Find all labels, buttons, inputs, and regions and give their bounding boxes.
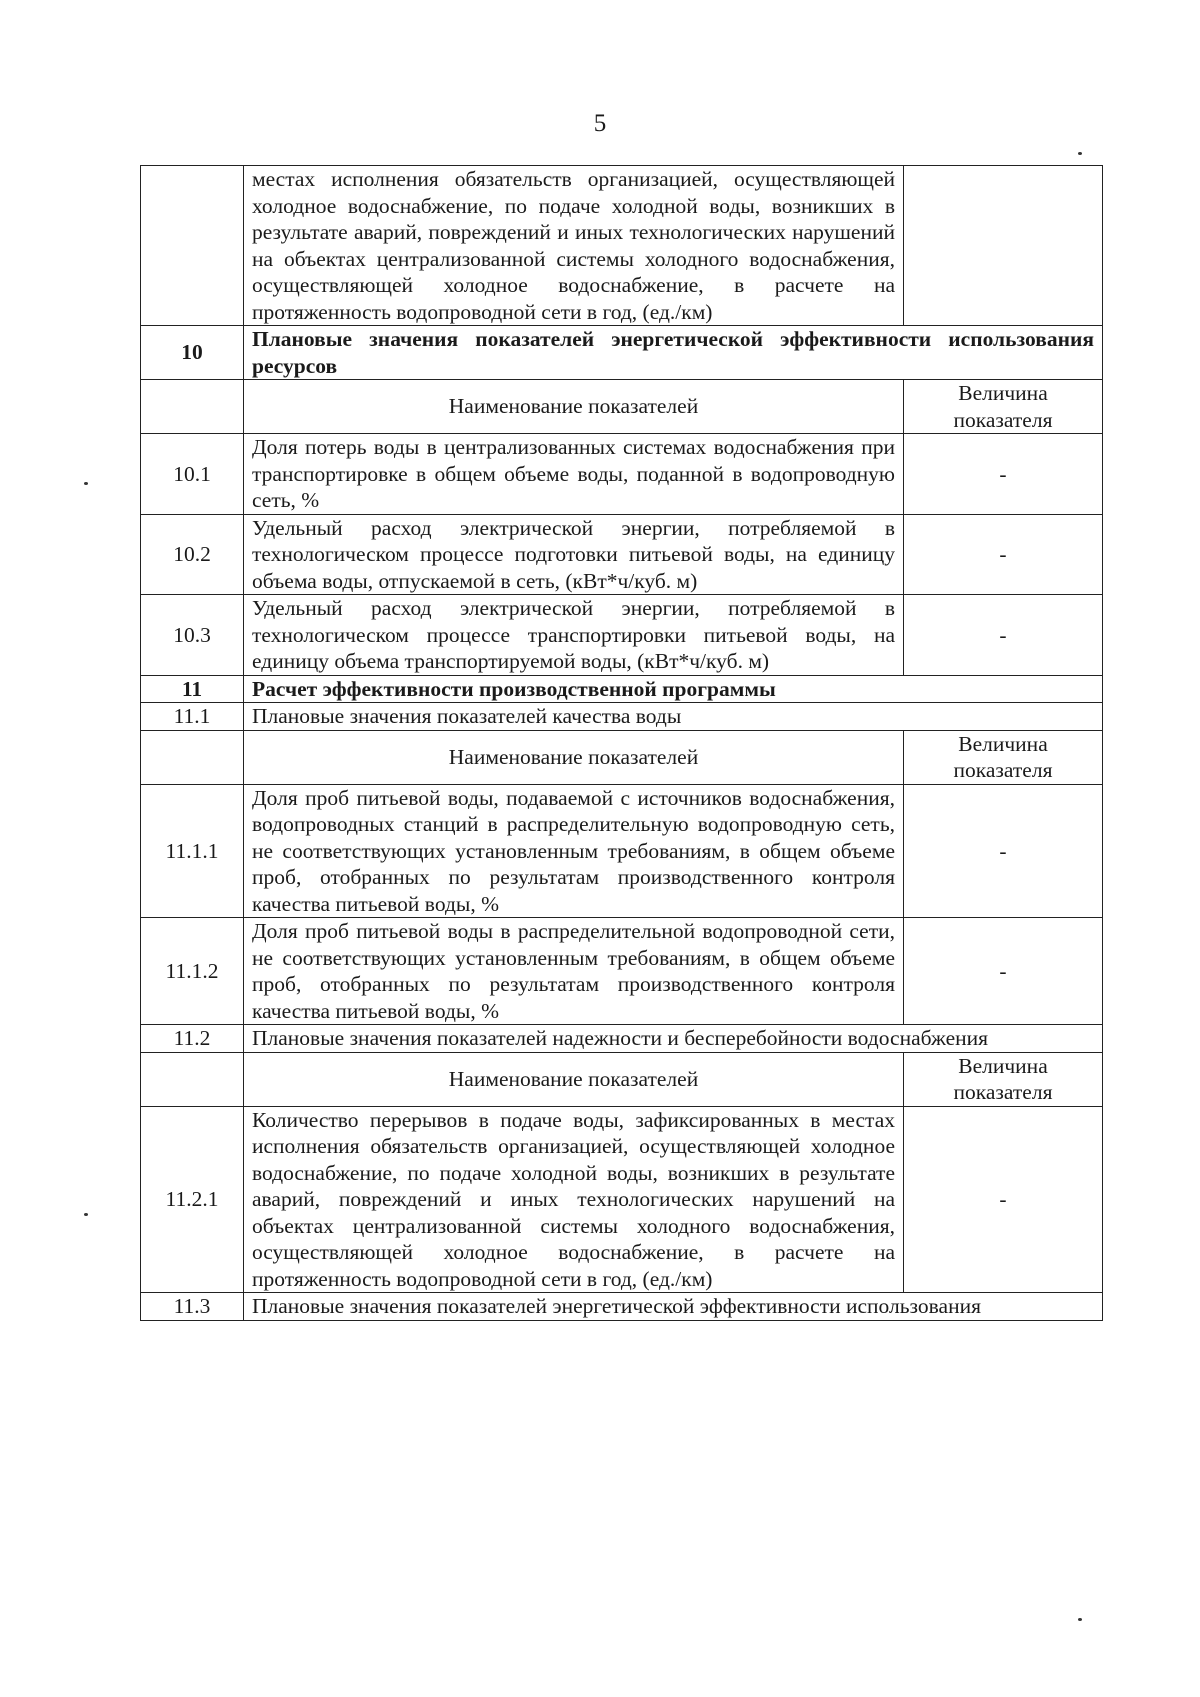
table-row-item: [141, 784, 1103, 918]
table-row-item: [141, 434, 1103, 515]
scan-speck: [84, 1213, 88, 1216]
column-header-value: Величина показателя: [904, 380, 1103, 434]
row-number: 11.2.1: [141, 1106, 244, 1293]
table-row-section: [141, 675, 1103, 703]
table-row-item: [141, 1106, 1103, 1293]
table-row-item: [141, 918, 1103, 1025]
section-title: Плановые значения показателей энергетической эффективности использования ресурсов: [244, 326, 1103, 380]
row-number: 11: [141, 675, 244, 703]
table-row-item: [141, 514, 1103, 595]
indicator-value: [904, 166, 1103, 326]
table-row-section: [141, 1293, 1103, 1321]
row-number: 10.1: [141, 434, 244, 515]
table-row-section: [141, 703, 1103, 731]
table-row-item: [141, 595, 1103, 676]
indicator-value: -: [904, 595, 1103, 676]
indicator-name: Доля проб питьевой воды, подаваемой с источников водоснабжения, водопроводных станций в распределительную водопроводную сеть, не соответствующих установленным требованиям, в общем объеме проб, отобранных по результатам производственного контроля качества питьевой воды, %: [244, 784, 904, 918]
indicators-table: [140, 165, 1103, 1321]
indicator-value: -: [904, 918, 1103, 1025]
column-header-value: Величина показателя: [904, 730, 1103, 784]
column-header-name: Наименование показателей: [244, 380, 904, 434]
row-number: 11.2: [141, 1025, 244, 1053]
row-number: 11.1.1: [141, 784, 244, 918]
table-row-item: [141, 166, 1103, 326]
scan-speck: [84, 482, 88, 485]
section-title: Плановые значения показателей энергетической эффективности использования: [244, 1293, 1103, 1321]
indicator-name: Удельный расход электрической энергии, потребляемой в технологическом процессе транспортировки питьевой воды, на единицу объема транспортируемой воды, (кВт*ч/куб. м): [244, 595, 904, 676]
indicator-value: -: [904, 784, 1103, 918]
table-row-section: [141, 1025, 1103, 1053]
row-number: 11.3: [141, 1293, 244, 1321]
row-number: 10.3: [141, 595, 244, 676]
column-header-name: Наименование показателей: [244, 1052, 904, 1106]
row-number: 10.2: [141, 514, 244, 595]
indicator-value: -: [904, 434, 1103, 515]
row-number: 11.1.2: [141, 918, 244, 1025]
table-row-header: [141, 730, 1103, 784]
table-row-header: [141, 380, 1103, 434]
column-header-value: Величина показателя: [904, 1052, 1103, 1106]
indicator-value: -: [904, 1106, 1103, 1293]
row-number: [141, 166, 244, 326]
indicator-name: Доля проб питьевой воды в распределительной водопроводной сети, не соответствующих установленным требованиям, в общем объеме проб, отобранных по результатам производственного контроля качества питьевой воды, %: [244, 918, 904, 1025]
indicator-name: Количество перерывов в подаче воды, зафиксированных в местах исполнения обязательств организацией, осуществляющей холодное водоснабжение, по подаче холодной воды, возникших в результате аварий, повреждений и иных технологических нарушений на объектах централизованной системы холодного водоснабжения, осуществляющей холодное водоснабжение, в расчете на протяженность водопроводной сети в год, (ед./км): [244, 1106, 904, 1293]
scan-speck: [1078, 152, 1082, 155]
row-number: 10: [141, 326, 244, 380]
row-number: [141, 1052, 244, 1106]
column-header-name: Наименование показателей: [244, 730, 904, 784]
indicator-name: местах исполнения обязательств организацией, осуществляющей холодное водоснабжение, по подаче холодной воды, возникших в результате аварий, повреждений и иных технологических нарушений на объектах централизованной системы холодного водоснабжения, осуществляющей холодное водоснабжение, в расчете на протяженность водопроводной сети в год, (ед./км): [244, 166, 904, 326]
section-title: Плановые значения показателей надежности и бесперебойности водоснабжения: [244, 1025, 1103, 1053]
page-number: 5: [593, 110, 607, 137]
row-number: [141, 730, 244, 784]
scan-speck: [1078, 1618, 1082, 1621]
section-title: Плановые значения показателей качества воды: [244, 703, 1103, 731]
row-number: 11.1: [141, 703, 244, 731]
table-row-section: [141, 326, 1103, 380]
indicator-value: -: [904, 514, 1103, 595]
row-number: [141, 380, 244, 434]
indicators-table-body: [141, 166, 1103, 1321]
indicator-name: Удельный расход электрической энергии, потребляемой в технологическом процессе подготовки питьевой воды, на единицу объема воды, отпускаемой в сеть, (кВт*ч/куб. м): [244, 514, 904, 595]
table-row-header: [141, 1052, 1103, 1106]
indicator-name: Доля потерь воды в централизованных системах водоснабжения при транспортировке в общем объеме воды, поданной в водопроводную сеть, %: [244, 434, 904, 515]
section-title: Расчет эффективности производственной программы: [244, 675, 1103, 703]
